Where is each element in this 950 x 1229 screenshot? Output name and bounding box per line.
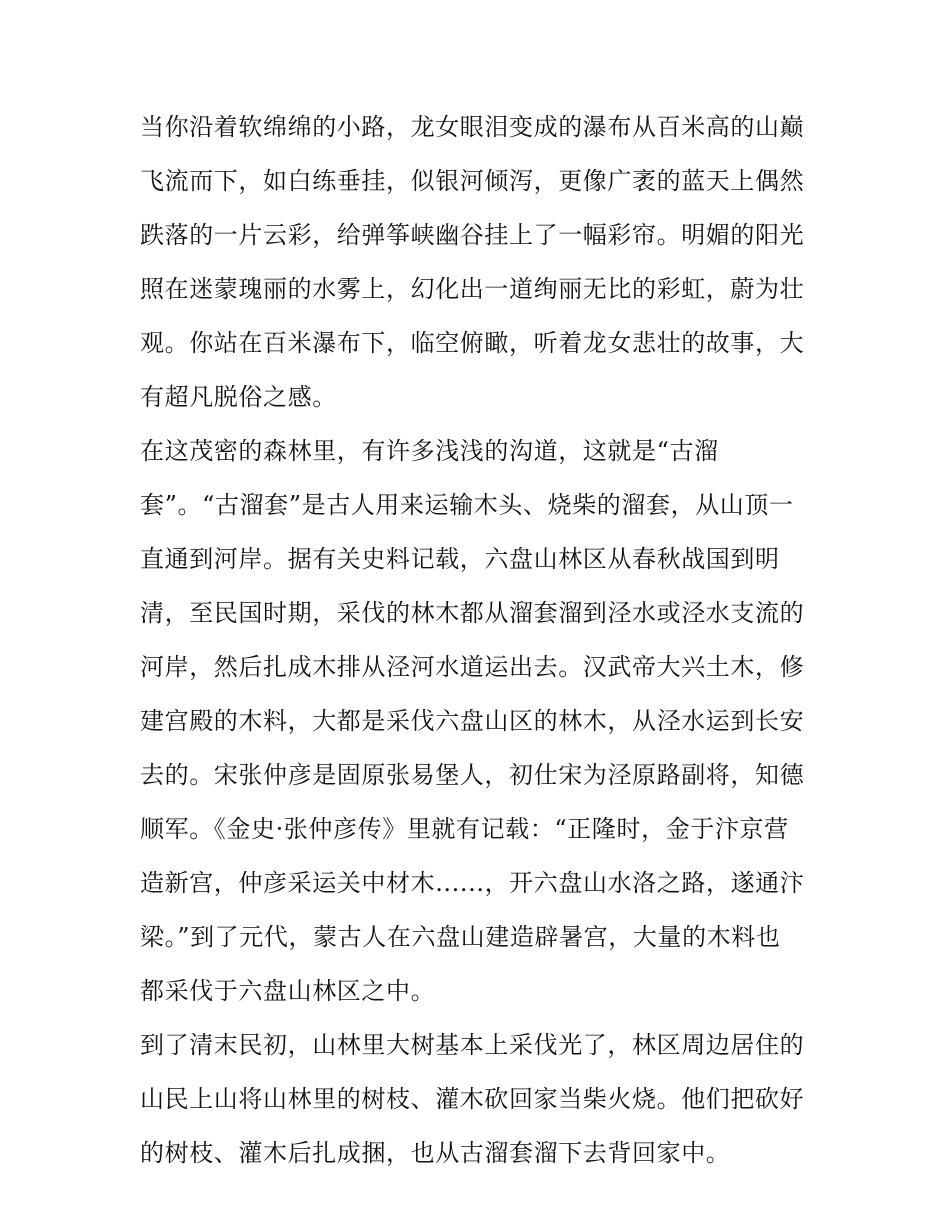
text-line: 顺军。《金史·张仲彦传》里就有记载：“正隆时，金于汴京营 bbox=[140, 815, 789, 843]
text-line: 河岸，然后扎成木排从泾河水道运出去。汉武帝大兴土木，修 bbox=[140, 653, 805, 681]
text-line: 的树枝、灌木后扎成捆，也从古溜套溜下去背回家中。 bbox=[140, 1139, 731, 1167]
text-line: 在这茂密的森林里，有许多浅浅的沟道，这就是“古溜 bbox=[140, 437, 719, 465]
text-line: 当你沿着软绵绵的小路，龙女眼泪变成的瀑布从百米高的山巅 bbox=[140, 113, 805, 141]
paragraph-gulitao bbox=[140, 424, 815, 1018]
paragraph-waterfall bbox=[140, 100, 815, 424]
text-line: 观。你站在百米瀑布下，临空俯瞰，听着龙女悲壮的故事，大 bbox=[140, 329, 805, 357]
text-line: 有超凡脱俗之感。 bbox=[140, 383, 337, 411]
text-line: 照在迷蒙瑰丽的水雾上，幻化出一道绚丽无比的彩虹，蔚为壮 bbox=[140, 275, 805, 303]
text-line: 清，至民国时期，采伐的林木都从溜套溜到泾水或泾水支流的 bbox=[140, 599, 805, 627]
text-line: 飞流而下，如白练垂挂，似银河倾泻，更像广袤的蓝天上偶然 bbox=[140, 167, 805, 195]
text-line: 都采伐于六盘山林区之中。 bbox=[140, 977, 436, 1005]
paragraph-late-qing bbox=[140, 1018, 815, 1180]
text-line: 到了清末民初，山林里大树基本上采伐光了，林区周边居住的 bbox=[140, 1031, 805, 1059]
text-line: 套”。“古溜套”是古人用来运输木头、烧柴的溜套，从山顶一 bbox=[140, 491, 794, 519]
document-body bbox=[140, 100, 815, 1180]
text-line: 山民上山将山林里的树枝、灌木砍回家当柴火烧。他们把砍好 bbox=[140, 1085, 805, 1113]
text-line: 去的。宋张仲彦是固原张易堡人，初仕宋为泾原路副将，知德 bbox=[140, 761, 805, 789]
text-line: 跌落的一片云彩，给弹筝峡幽谷挂上了一幅彩帘。明媚的阳光 bbox=[140, 221, 805, 249]
text-line: 建宫殿的木料，大都是采伐六盘山区的林木，从泾水运到长安 bbox=[140, 707, 805, 735]
text-line: 梁。”到了元代，蒙古人在六盘山建造辟暑宫，大量的木料也 bbox=[140, 923, 781, 951]
text-line: 造新宫，仲彦采运关中材木......，开六盘山水洛之路，遂通汴 bbox=[140, 869, 805, 897]
text-line: 直通到河岸。据有关史料记载，六盘山林区从春秋战国到明 bbox=[140, 545, 780, 573]
